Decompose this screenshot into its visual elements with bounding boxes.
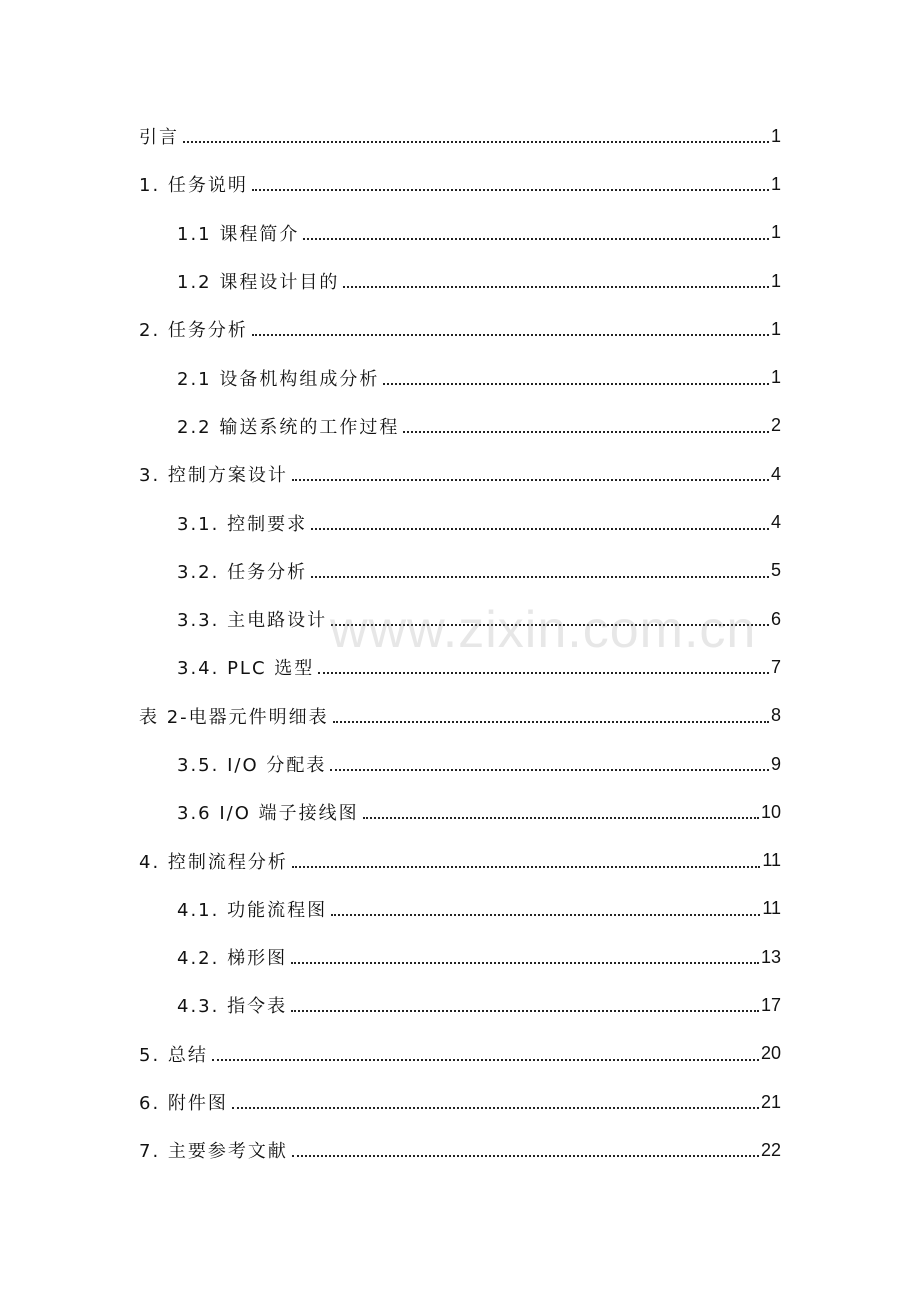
toc-entry-label: 2.2 输送系统的工作过程 [177,413,403,439]
toc-dot-leader [232,1107,759,1109]
toc-entry-5[interactable] [0,1030,920,1078]
toc-dot-leader [363,817,759,819]
toc-page-number: 4 [770,512,781,533]
toc-dot-leader [291,962,759,964]
toc-dot-leader [291,1010,759,1012]
toc-page-number: 6 [770,608,781,629]
toc-entry-4-3[interactable] [0,981,920,1029]
toc-entry-label: 4. 控制流程分析 [139,848,292,874]
toc-page-number: 1 [770,270,781,291]
toc-entry-label: 1.1 课程简介 [177,220,303,246]
toc-page-number: 1 [770,318,781,339]
toc-dot-leader [292,1155,759,1157]
toc-entry-label: 3.6 I/O 端子接线图 [177,799,363,825]
toc-entry-label: 4.2. 梯形图 [177,944,291,970]
toc-page-number: 17 [760,994,781,1015]
toc-entry-label: 引言 [139,123,183,149]
toc-page-number: 2 [770,415,781,436]
toc-page-number: 7 [770,656,781,677]
toc-page-number: 20 [760,1043,781,1064]
toc-dot-leader [292,479,769,481]
toc-dot-leader [343,286,769,288]
toc-entry-table-2[interactable] [0,692,920,740]
toc-entry-4[interactable] [0,836,920,884]
toc-entry-label: 4.3. 指令表 [177,992,291,1018]
toc-entry-1-1[interactable] [0,209,920,257]
toc-entry-label: 3.2. 任务分析 [177,558,311,584]
toc-entry-label: 6. 附件图 [139,1089,232,1115]
toc-page-number: 1 [770,173,781,194]
toc-entry-label: 1.2 课程设计目的 [177,268,343,294]
toc-dot-leader [403,431,769,433]
toc-entry-label: 3.4. PLC 选型 [177,654,318,680]
toc-page-number: 4 [770,463,781,484]
toc-entry-label: 7. 主要参考文献 [139,1137,292,1163]
toc-entry-6[interactable] [0,1078,920,1126]
toc-dot-leader [383,383,769,385]
toc-page-number: 1 [770,125,781,146]
toc-page-number: 11 [762,898,781,919]
toc-entry-3-1[interactable] [0,498,920,546]
toc-page-number: 10 [760,801,781,822]
toc-page-number: 11 [762,850,781,871]
toc-dot-leader [183,141,769,143]
toc-page-number: 13 [760,946,781,967]
toc-dot-leader [303,238,769,240]
toc-entry-3-4[interactable] [0,643,920,691]
toc-entry-1[interactable] [0,160,920,208]
toc-dot-leader [330,769,769,771]
toc-entry-intro[interactable] [0,112,920,160]
toc-entry-1-2[interactable] [0,257,920,305]
toc-dot-leader [333,721,769,723]
toc-dot-leader [212,1059,759,1061]
toc-entry-2-1[interactable] [0,353,920,401]
toc-dot-leader [292,866,760,868]
toc-dot-leader [331,914,760,916]
toc-entry-2[interactable] [0,305,920,353]
toc-entry-4-2[interactable] [0,933,920,981]
toc-page-number: 21 [760,1091,781,1112]
toc-dot-leader [311,576,769,578]
toc-entry-4-1[interactable] [0,885,920,933]
toc-dot-leader [311,528,769,530]
toc-entry-3-5[interactable] [0,740,920,788]
toc-entry-label: 3.3. 主电路设计 [177,606,331,632]
toc-entry-label: 3. 控制方案设计 [139,461,292,487]
toc-entry-label: 3.5. I/O 分配表 [177,751,330,777]
toc-entry-3-3[interactable] [0,595,920,643]
toc-entry-label: 2. 任务分析 [139,316,252,342]
toc-entry-label: 2.1 设备机构组成分析 [177,365,383,391]
toc-dot-leader [318,672,769,674]
toc-entry-3-6[interactable] [0,788,920,836]
toc-page-number: 22 [760,1139,781,1160]
table-of-contents [0,112,920,1175]
toc-page-number: 1 [770,222,781,243]
toc-page-number: 9 [770,753,781,774]
watermark-text: www.zixin.com.cn [330,601,757,659]
toc-dot-leader [252,334,769,336]
toc-entry-label: 5. 总结 [139,1041,212,1067]
toc-entry-label: 3.1. 控制要求 [177,510,311,536]
toc-dot-leader [331,624,769,626]
toc-page-number: 5 [770,560,781,581]
toc-entry-3-2[interactable] [0,547,920,595]
toc-entry-label: 1. 任务说明 [139,171,252,197]
toc-entry-label: 表 2-电器元件明细表 [139,703,333,729]
toc-entry-3[interactable] [0,450,920,498]
toc-entry-label: 4.1. 功能流程图 [177,896,331,922]
toc-page-number: 8 [770,705,781,726]
toc-entry-7[interactable] [0,1126,920,1174]
toc-page-number: 1 [770,367,781,388]
toc-entry-2-2[interactable] [0,402,920,450]
toc-dot-leader [252,189,769,191]
